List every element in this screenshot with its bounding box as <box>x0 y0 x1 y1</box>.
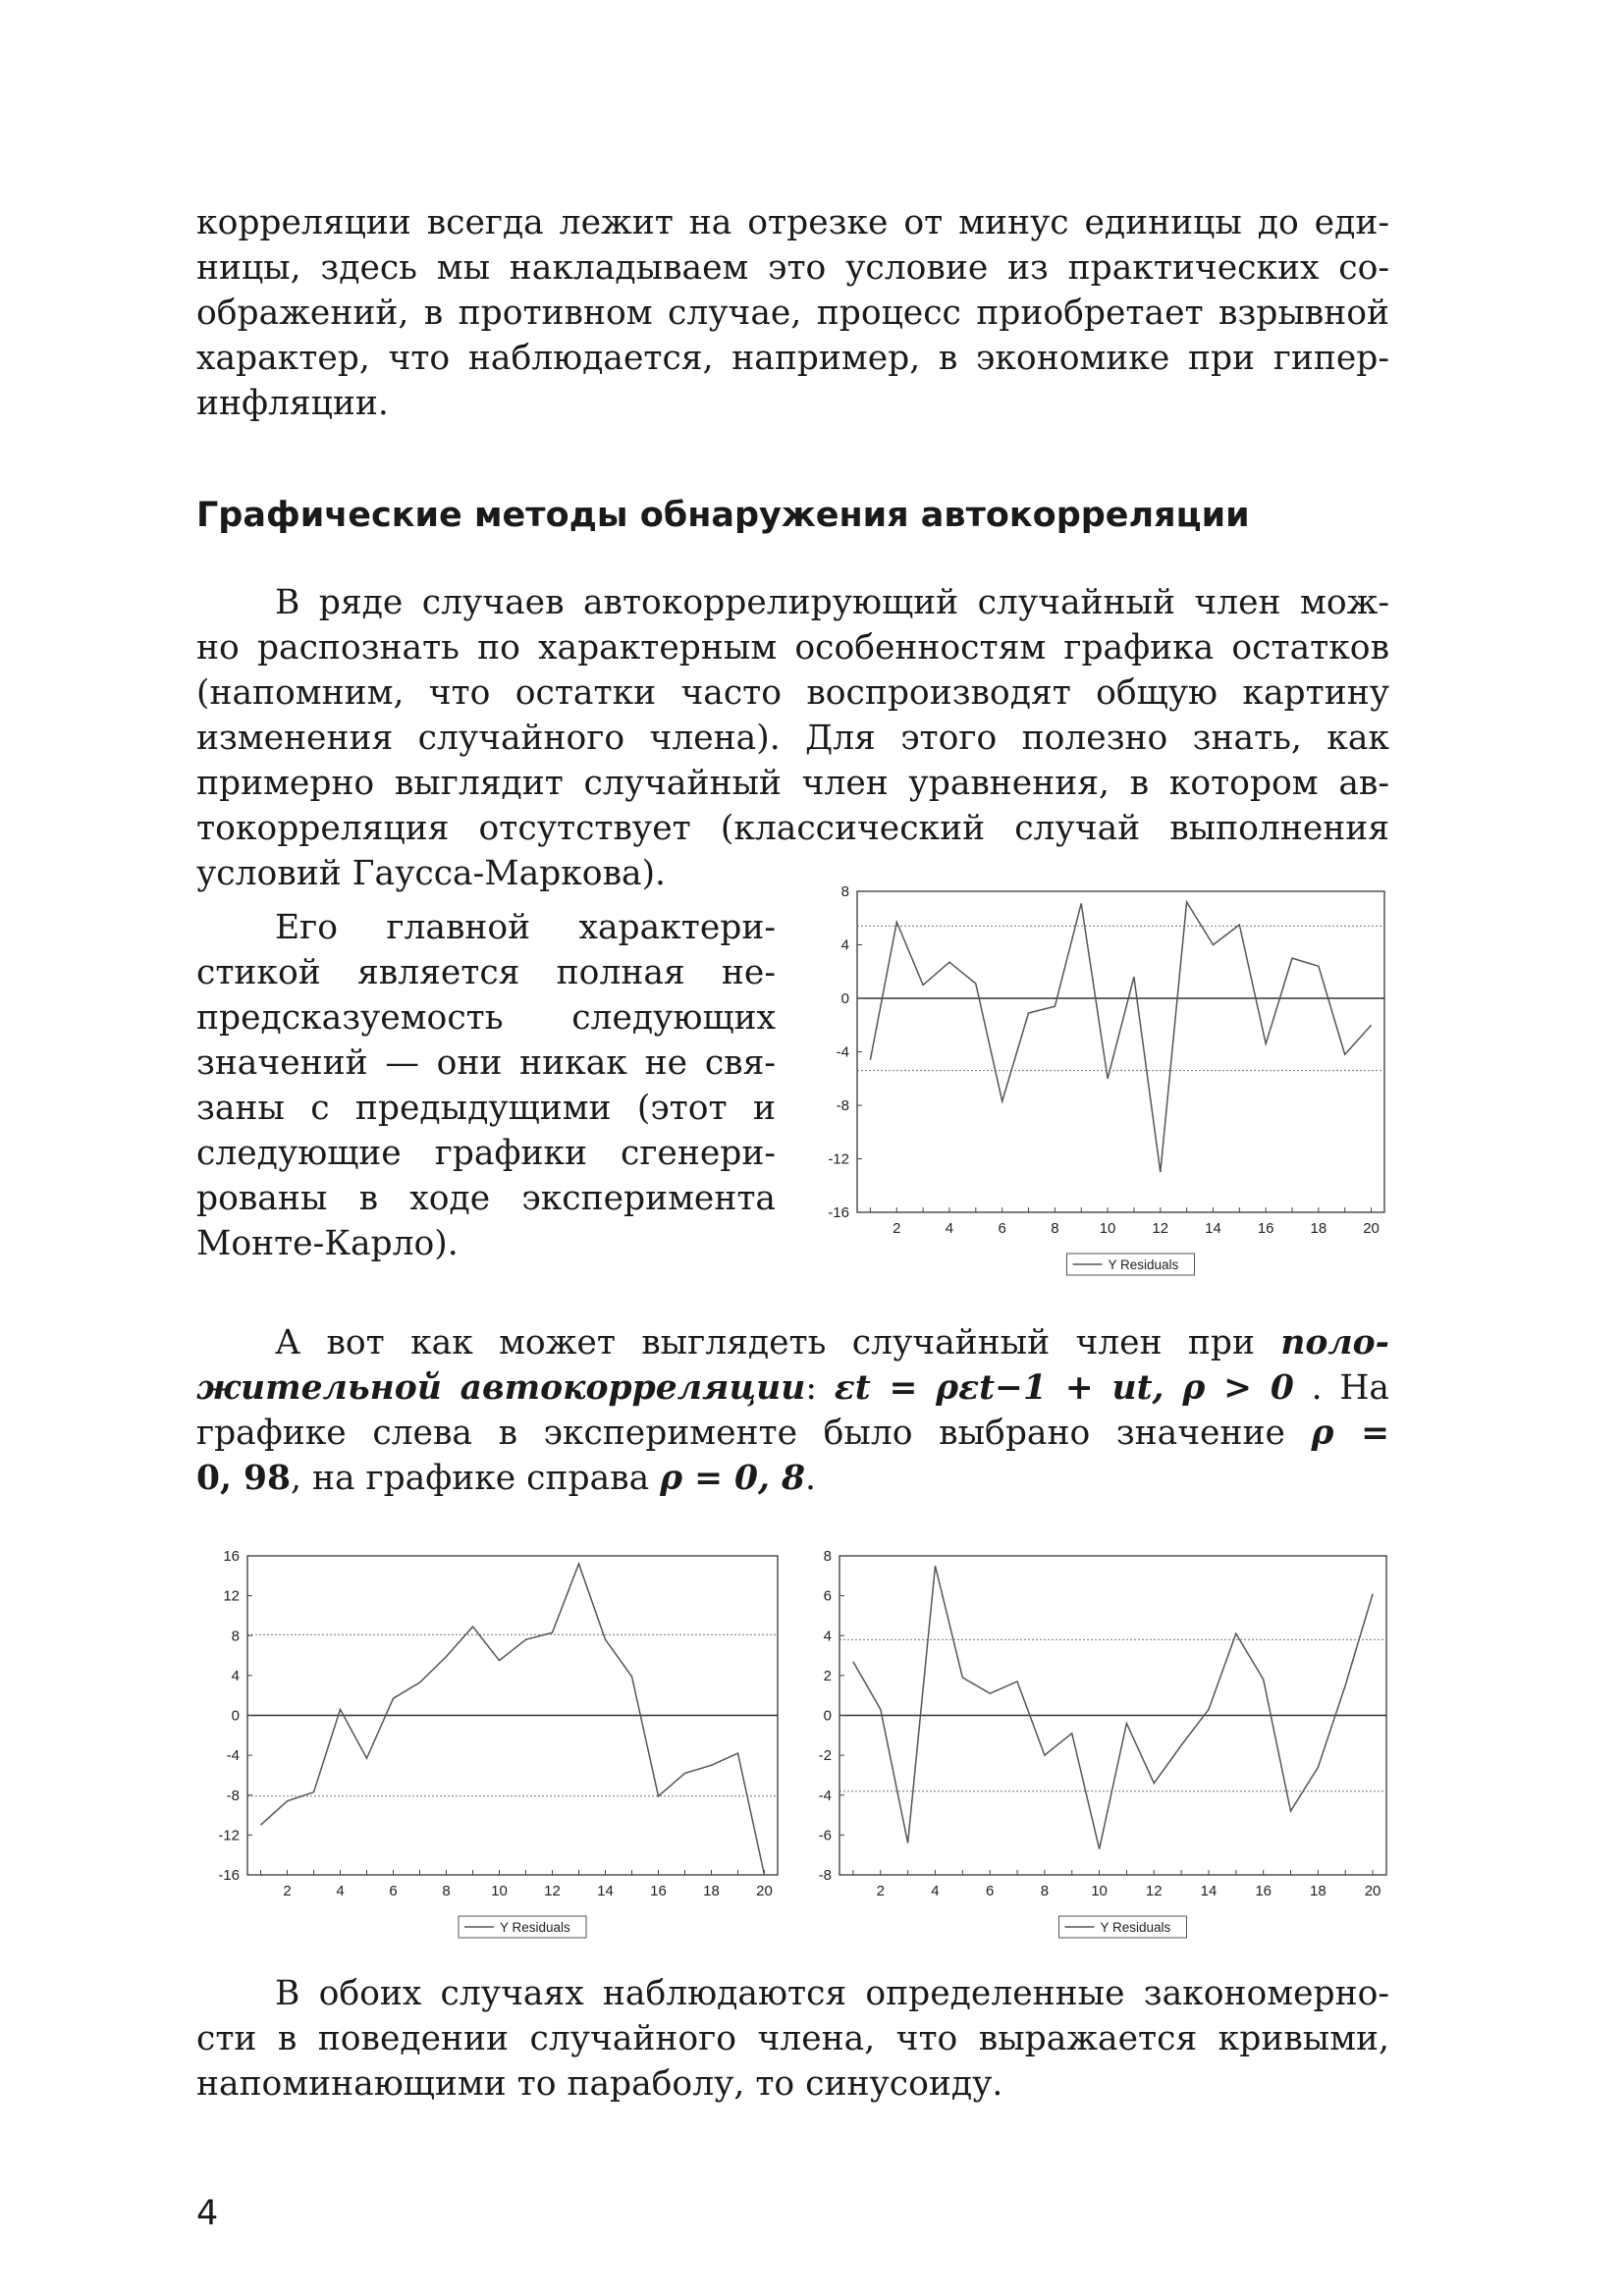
y-tick-label: -8 <box>226 1787 240 1804</box>
y-tick-label: 12 <box>223 1587 240 1605</box>
equation: εt = ρεt−1 + ut, ρ > 0 <box>834 1368 1294 1408</box>
x-tick-label: 16 <box>1257 1220 1274 1237</box>
y-tick-label: 8 <box>231 1628 240 1645</box>
equation: ρ = 0, 8 <box>660 1459 806 1498</box>
text-line: напоминающими то параболу, то синусоиду. <box>196 2064 1003 2104</box>
y-tick-label: 2 <box>823 1667 832 1684</box>
text-line: примерно выглядит случайный член уравнения, в котором ав- <box>196 764 1389 803</box>
legend-label: Y Residuals <box>500 1920 570 1935</box>
text-line: но распознать по характерным особенностям графика остатков <box>196 628 1389 667</box>
chart-no-autocorrelation <box>803 874 1392 1286</box>
y-tick-label: -4 <box>226 1747 240 1765</box>
chart-svg <box>797 1546 1392 1958</box>
text-line: изменения случайного члена). Для этого полезно знать, как <box>196 719 1389 758</box>
x-tick-label: 2 <box>893 1220 901 1237</box>
equation: ρ = <box>1311 1414 1389 1453</box>
plot-frame <box>857 891 1384 1212</box>
text-run-emphasis: поло- <box>1280 1323 1389 1362</box>
text-line: предсказуемость следующих <box>196 998 776 1038</box>
x-tick-label: 8 <box>1051 1220 1059 1237</box>
chart-svg <box>196 1546 785 1958</box>
text-line: сти в поведении случайного члена, что выражается кривыми, <box>196 2019 1389 2058</box>
x-tick-label: 6 <box>986 1883 995 1899</box>
x-tick-label: 10 <box>1099 1220 1116 1237</box>
text-line: условий Гаусса-Маркова). <box>196 854 666 893</box>
text-line: стикой является полная не- <box>196 953 776 992</box>
text-line: В ряде случаев автокоррелирующий случайный член мож- <box>275 583 1389 622</box>
y-tick-label: 8 <box>823 1548 832 1565</box>
x-tick-label: 2 <box>283 1883 292 1899</box>
x-tick-label: 18 <box>1310 1883 1326 1899</box>
text-run: . <box>805 1459 816 1498</box>
text-line: заны с предыдущими (этот и <box>196 1089 776 1128</box>
text-line: (напомним, что остатки часто воспроизводят общую картину <box>196 673 1389 713</box>
y-tick-label: 6 <box>823 1587 832 1605</box>
y-tick-label: -12 <box>218 1827 240 1844</box>
x-tick-label: 14 <box>1200 1883 1218 1899</box>
text-line: корреляции всегда лежит на отрезке от минус единицы до еди- <box>196 203 1389 242</box>
x-tick-label: 12 <box>544 1883 561 1899</box>
y-tick-label: -8 <box>836 1097 849 1114</box>
x-tick-label: 4 <box>336 1883 345 1899</box>
y-tick-label: -4 <box>836 1043 849 1061</box>
y-tick-label: 0 <box>840 990 849 1007</box>
text-line: инфляции. <box>196 384 389 423</box>
legend-label: Y Residuals <box>1100 1920 1171 1935</box>
page-number: 4 <box>196 2194 219 2233</box>
text-line: ображений, в противном случае, процесс приобретает взрывной <box>196 294 1389 333</box>
paragraph-1 <box>196 200 1389 426</box>
y-tick-label: 0 <box>823 1707 832 1725</box>
x-tick-label: 18 <box>1310 1220 1327 1237</box>
y-tick-label: 0 <box>231 1707 240 1725</box>
x-tick-label: 10 <box>491 1883 508 1899</box>
chart-svg <box>803 874 1392 1286</box>
x-tick-label: 16 <box>650 1883 667 1899</box>
text-line: токорреляция отсутствует (классический случай выполнения <box>196 809 1389 848</box>
text-line: характер, что наблюдается, например, в экономике при гипер- <box>196 339 1389 378</box>
text-line: следующие графики сгенери- <box>196 1134 776 1173</box>
equation: 0, 98 <box>196 1459 292 1498</box>
section-heading: Графические методы обнаружения автокорреляции <box>196 496 1250 535</box>
paragraph-5 <box>196 1971 1389 2107</box>
y-tick-label: -8 <box>818 1867 832 1884</box>
chart-rho-098 <box>196 1546 785 1958</box>
x-tick-label: 10 <box>1091 1883 1108 1899</box>
text-run: , на графике справа <box>291 1459 661 1498</box>
x-tick-label: 20 <box>1364 1883 1381 1899</box>
y-tick-label: -2 <box>818 1747 832 1765</box>
legend-label: Y Residuals <box>1108 1257 1179 1272</box>
text-run: А вот как может выглядеть случайный член при <box>275 1323 1281 1362</box>
text-line: Его главной характери- <box>275 908 776 947</box>
y-tick-label: -12 <box>828 1150 849 1168</box>
text-line: значений — они никак не свя- <box>196 1043 776 1083</box>
x-tick-label: 18 <box>703 1883 720 1899</box>
text-run-emphasis: жительной автокорреляции <box>196 1368 806 1408</box>
text-line <box>196 1320 1389 1365</box>
text-line <box>196 1365 1389 1411</box>
y-tick-label: 8 <box>840 883 849 900</box>
text-run: . На <box>1311 1368 1390 1408</box>
y-tick-label: -16 <box>218 1867 240 1884</box>
text-line: В обоих случаях наблюдаются определенные закономерно- <box>275 1974 1389 2013</box>
text-line: рованы в ходе эксперимента <box>196 1179 776 1218</box>
x-tick-label: 8 <box>442 1883 451 1899</box>
y-tick-label: 4 <box>840 936 849 954</box>
x-tick-label: 2 <box>876 1883 885 1899</box>
text-line: ницы, здесь мы накладываем это условие из практических со- <box>196 248 1389 288</box>
y-tick-label: 4 <box>231 1667 240 1684</box>
text-line <box>196 1456 1389 1501</box>
x-tick-label: 20 <box>756 1883 773 1899</box>
x-tick-label: 6 <box>389 1883 398 1899</box>
y-tick-label: -4 <box>818 1787 832 1804</box>
chart-rho-08 <box>797 1546 1392 1958</box>
y-tick-label: -6 <box>818 1827 832 1844</box>
x-tick-label: 20 <box>1363 1220 1380 1237</box>
x-tick-label: 8 <box>1040 1883 1050 1899</box>
x-tick-label: 4 <box>931 1883 940 1899</box>
x-tick-label: 12 <box>1145 1883 1163 1899</box>
x-tick-label: 14 <box>1205 1220 1221 1237</box>
x-tick-label: 16 <box>1255 1883 1272 1899</box>
paragraph-3 <box>196 905 776 1266</box>
y-tick-label: -16 <box>828 1204 849 1221</box>
text-line: Монте-Карло). <box>196 1224 459 1263</box>
paragraph-4 <box>196 1320 1389 1501</box>
x-tick-label: 12 <box>1152 1220 1169 1237</box>
text-run: : <box>805 1368 817 1408</box>
text-line <box>196 1411 1389 1456</box>
y-tick-label: 4 <box>823 1628 832 1645</box>
x-tick-label: 14 <box>597 1883 614 1899</box>
x-tick-label: 6 <box>998 1220 1006 1237</box>
y-tick-label: 16 <box>223 1548 240 1565</box>
paragraph-2 <box>196 580 1389 896</box>
text-run: графике слева в эксперименте было выбрано значение <box>196 1414 1312 1453</box>
x-tick-label: 4 <box>945 1220 954 1237</box>
